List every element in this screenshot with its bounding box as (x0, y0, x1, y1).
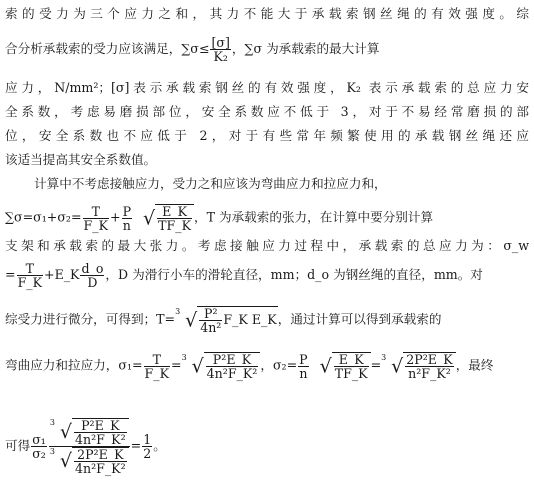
fraction-sigma-k2: $\frac{[\sigma]}{\text{K₂}}$ (211, 35, 230, 64)
text-line-2: 合分析承载索的受力应该满足，∑σ≤ $\frac{[\sigma]}{\text{K₂}}$ ，∑σ 为承载索的最大计算 (5, 35, 380, 64)
final-ratio: $\frac{\text{σ₁}}{\text{σ₂}}$ (32, 432, 46, 461)
text-line-9: 支架和承载索的最大张力。考虑接触应力过程中，承载索的总应力为：σ_w (5, 238, 529, 253)
sqrt-ek-tfk: √ $\frac{E\_K}{TF\_K}$ (133, 204, 194, 232)
text-line-5: 位，安全系数也不应低于 2，对于有些常年频繁使用的承载钢丝绳还应 (5, 128, 529, 143)
text-line-10: = $\frac{T}{F\_K}$ +E_K $\frac{d\_o}{D}$ ，D 为滑行小车的滑轮直径，mm；d_o 为钢丝绳的直径，mm。对 (5, 261, 483, 290)
text-line-6: 该适当提高其安全系数值。 (5, 152, 157, 167)
text-line-4: 全系数，考虑易磨损部位，安全系数应不低于 3，对于不易经常磨损的部 (5, 104, 529, 119)
text-line-7: 计算中不考虑接触应力，受力之和应该为弯曲应力和拉应力和， (34, 176, 387, 191)
cube-root-t: 3 √ $\frac{\text{P²}}{\text{4n²}}$ F_K E_K (175, 306, 277, 335)
nested-root-fraction: 3 √ $\frac{\text{P²E\_K}}{\text{4n²F\_K²}}$ 3 √ $\frac{\text{2P²E\_K}}{\text{4n²F\_K²}}$ (49, 418, 130, 475)
text-line-12: 弯曲应力和拉应力，σ₁= $\frac{T}{F\_K}$ = 3 √ $\frac{\text{P²E\_K}}{\text{4n²F\_K²}}$ ，σ₂= $\frac{P}{n}$ √ $\frac{E\_K}{TF\_K}$ = 3 √ $\frac{\text{2P²E\_K}}{\text{n²F\_K²}}$ ，最终 (5, 351, 494, 381)
text-line-1: 索的受力为三个应力之和，其力不能大于承载索钢丝绳的有效强度。综 (5, 6, 529, 21)
text-line-11: 综受力进行微分，可得到；T= 3 √ $\frac{\text{P²}}{\text{4n²}}$ F_K E_K，通过计算可以得到承载索的 (5, 306, 442, 335)
text-line-13: 可得 $\frac{\text{σ₁}}{\text{σ₂}}$ 3 √ $\frac{\text{P²E\_K}}{\text{4n²F\_K²}}$ 3 √ $\frac{\text{2P²E\_K}}{\text{4n²F\_K²}}$ = $\frac{1}{2}$ 。 (5, 418, 166, 476)
text-line-8: ∑σ=σ₁+σ₂= $\frac{T}{F\_K}$ + $\frac{P}{n}$ √ $\frac{E\_K}{TF\_K}$ ，T 为承载索的张力，在计算中要分别计算 (5, 203, 434, 233)
text-line-3: 应力，N/mm²；[σ]表示承载索钢丝的有效强度，K₂ 表示承载索的总应力安 (5, 80, 529, 95)
